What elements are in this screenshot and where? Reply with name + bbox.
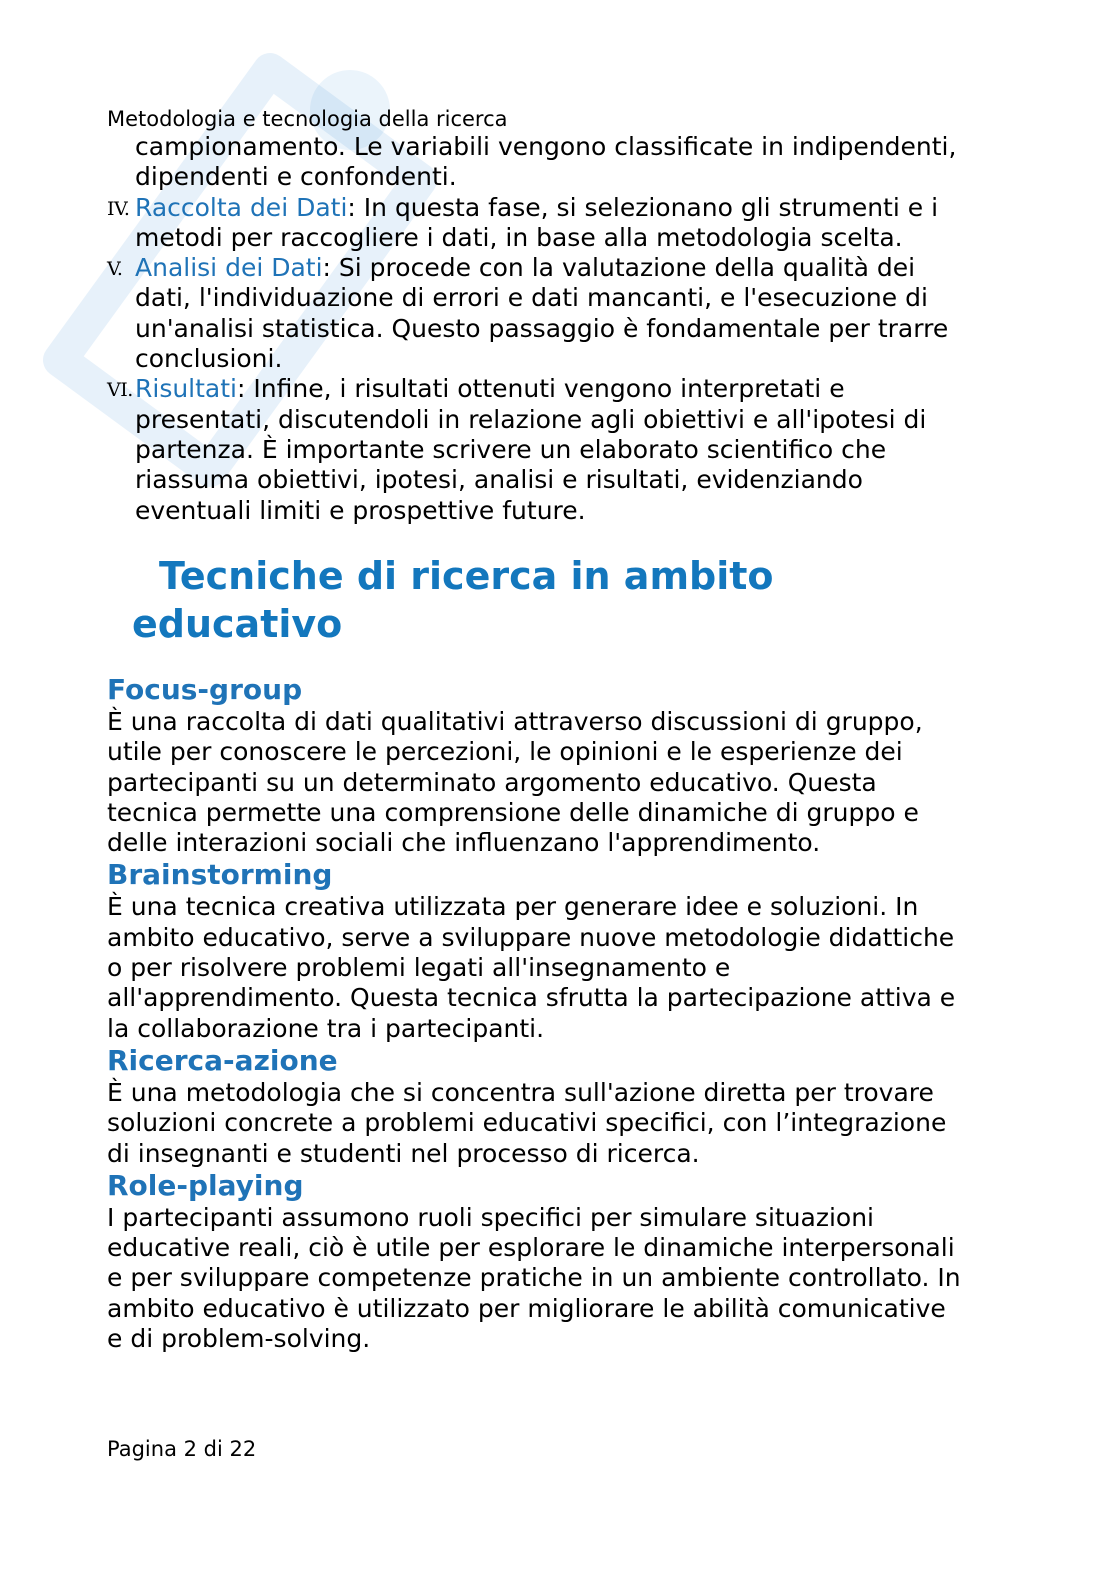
- running-title: Metodologia e tecnologia della ricerca: [107, 107, 508, 131]
- text-line: utile per conoscere le percezioni, le opinioni e le esperienze dei: [107, 737, 903, 767]
- text-line: riassuma obiettivi, ipotesi, analisi e risultati, evidenziando: [135, 465, 863, 495]
- text-line: È una raccolta di dati qualitativi attraverso discussioni di gruppo,: [107, 707, 923, 736]
- text-line: presentati, discutendoli in relazione agli obiettivi e all'ipotesi di: [135, 404, 927, 434]
- page-number: Pagina 2 di 22: [107, 1437, 257, 1461]
- text-line: dipendenti e confondenti.: [135, 162, 457, 192]
- text-line: : In questa fase, si selezionano gli strumenti e i: [347, 192, 939, 222]
- text-line: e per sviluppare competenze pratiche in un ambiente controllato. In: [107, 1263, 961, 1293]
- list-item-risultati: [107, 374, 1007, 525]
- text-line: tecnica permette una comprensione delle dinamiche di gruppo e: [107, 797, 919, 827]
- section-body: [107, 892, 1007, 1043]
- text-line: campionamento. Le variabili vengono classificate in indipendenti,: [135, 132, 957, 161]
- text-line: : Infine, i risultati ottenuti vengono interpretati e: [237, 374, 845, 404]
- text-line: e di problem-solving.: [107, 1324, 371, 1354]
- text-line: partecipanti su un determinato argomento educativo. Questa: [107, 767, 877, 797]
- heading-line: Tecniche di ricerca in ambito: [159, 554, 774, 598]
- text-line: di insegnanti e studenti nel processo di ricerca.: [107, 1138, 700, 1168]
- list-numeral: IV.: [107, 197, 130, 220]
- section-focus-group: [107, 673, 1007, 858]
- numbered-list: [107, 132, 1007, 526]
- text-line: eventuali limiti e prospettive future.: [135, 495, 586, 525]
- text-line: È una metodologia che si concentra sull'azione diretta per trovare: [107, 1077, 934, 1107]
- list-term: Risultati: [135, 374, 238, 404]
- text-line: o per risolvere problemi legati all'insegnamento e: [107, 953, 731, 983]
- techniques-sections: [107, 673, 1007, 1354]
- text-line: metodi per raccogliere i dati, in base alla metodologia scelta.: [135, 222, 903, 252]
- section-title: Brainstorming: [107, 858, 333, 892]
- list-numeral: VI.: [107, 379, 133, 402]
- text-line: conclusioni.: [135, 344, 283, 374]
- section-title: Role-playing: [107, 1168, 304, 1202]
- text-line: ambito educativo è utilizzato per migliorare le abilità comunicative: [107, 1293, 946, 1323]
- text-line: I partecipanti assumono ruoli specifici per simulare situazioni: [107, 1202, 875, 1232]
- section-brainstorming: [107, 858, 1007, 1043]
- text-line: ambito educativo, serve a sviluppare nuove metodologie didattiche: [107, 922, 955, 952]
- section-title: Ricerca-azione: [107, 1043, 338, 1077]
- text-line: delle interazioni sociali che influenzano l'apprendimento.: [107, 828, 821, 858]
- list-item-analisi: [107, 253, 1007, 374]
- section-body: [107, 1203, 1007, 1354]
- section-ricerca-azione: [107, 1044, 1007, 1169]
- list-term: Analisi dei Dati: [135, 253, 323, 283]
- list-numeral: V.: [107, 258, 123, 281]
- section-role-playing: [107, 1169, 1007, 1354]
- text-line: un'analisi statistica. Questo passaggio è fondamentale per trarre: [135, 313, 949, 343]
- list-term: Raccolta dei Dati: [135, 192, 348, 222]
- text-line: all'apprendimento. Questa tecnica sfrutta la partecipazione attiva e: [107, 983, 956, 1013]
- text-line: soluzioni concrete a problemi educativi specifici, con l’integrazione: [107, 1108, 947, 1138]
- list-item-continuation: [107, 132, 1007, 193]
- heading-line: educativo: [132, 602, 343, 646]
- text-line: partenza. È importante scrivere un elaborato scientifico che: [135, 434, 887, 464]
- text-line: dati, l'individuazione di errori e dati mancanti, e l'esecuzione di: [135, 283, 928, 313]
- section-body: [107, 1078, 1007, 1169]
- section-heading: [132, 552, 1032, 648]
- list-item-raccolta: [107, 193, 1007, 254]
- section-body: [107, 707, 1007, 858]
- text-line: : Si procede con la valutazione della qualità dei: [322, 253, 916, 283]
- text-line: la collaborazione tra i partecipanti.: [107, 1013, 545, 1043]
- text-line: educative reali, ciò è utile per esplorare le dinamiche interpersonali: [107, 1233, 955, 1263]
- text-line: È una tecnica creativa utilizzata per generare idee e soluzioni. In: [107, 892, 919, 922]
- section-title: Focus-group: [107, 673, 303, 706]
